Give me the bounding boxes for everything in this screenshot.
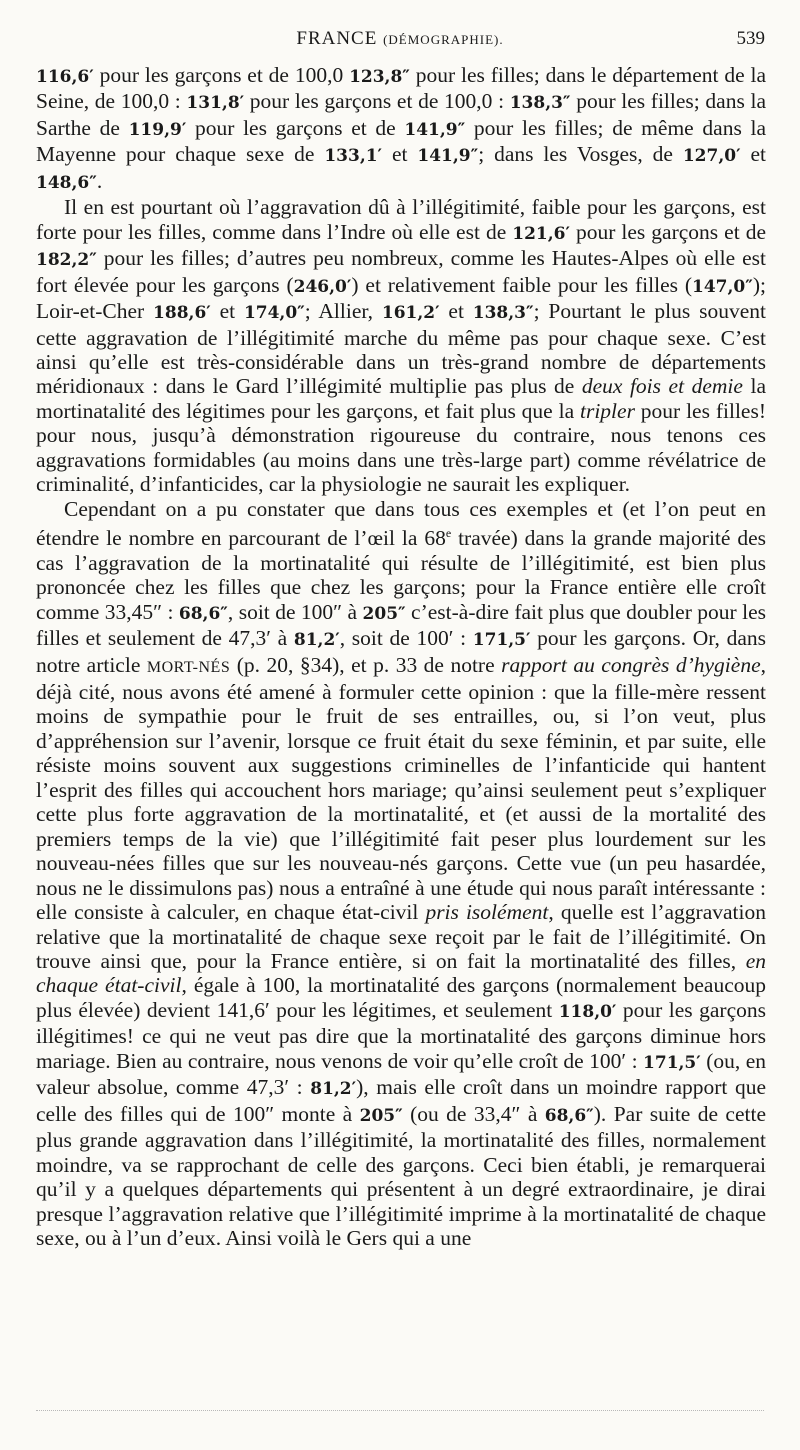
body-text <box>36 63 766 1250</box>
paragraph: 116,6′ pour les garçons et de 100,0 123,8″ pour les filles; dans le département de la Seine, de 100,0 : 131,8′ pour les garçons et de 100,0 : 138,3″ pour les filles; dans la Sarthe de 119,9′ pour les garçons et de 141,9″ pour les filles; de même dans la Mayenne pour chaque sexe de 133,1′ et 141,9″; dans les Vosges, de 127,0′ et 148,6″. <box>36 63 767 193</box>
running-head-title <box>0 28 800 50</box>
page-number: 539 <box>736 28 765 49</box>
footer-rule <box>36 1410 764 1411</box>
paragraph: Il en est pourtant où l’aggravation dû à l’illégitimité, faible pour les garçons, est forte pour les filles, comme dans l’Indre où elle est de 121,6′ pour les garçons et de 182,2″ pour les filles; d’autres peu nombreux, comme les Hautes-Alpes où elle est fort élevée pour les garçons (246,0′) et relativement faible pour les filles (147,0″); Loir-et-Cher 188,6′ et 174,0″; Allier, 161,2′ et 138,3″; Pourtant le plus souvent cette aggravation de l’illégitimité marche du même pas pour chaque sexe. C’est ainsi qu’elle est très-considérable dans un très-grand nombre de départements méridionaux : dans le Gard l’illégimité multiplie pas plus de deux fois et demie la mortinatalité des légitimes pour les garçons, et fait plus que la tripler pour les filles! pour nous, jusqu’à démonstration rigoureuse du contraire, nous tenons ces aggravations formidables (au moins dans une très-large part) comme révélatrice de criminalité, d’infanticides, car la physiologie ne saurait les expliquer. <box>36 195 767 497</box>
running-head-subtitle: (DÉMOGRAPHIE). <box>383 32 504 47</box>
paragraph: Cependant on a pu constater que dans tous ces exemples et (et l’on peut en étendre le nombre en parcourant de l’œil la 68e travée) dans la grande majorité des cas l’aggravation de la mortinatalité qui résulte de l’illégitimité, est bien plus prononcée chez les filles que chez les garçons; pour la France entière elle croît comme 33,45″ : 68,6″, soit de 100″ à 205″ c’est-à-dire fait plus que doubler pour les filles et seulement de 47,3′ à 81,2′, soit de 100′ : 171,5′ pour les garçons. Or, dans notre article MORT-NÉS (p. 20, §34), et p. 33 de notre rapport au congrès d’hygiène, déjà cité, nous avons été amené à formuler cette opinion : que la fille-mère ressent moins de sympathie pour le fruit de ses entrailles, ou, si l’on veut, plus d’appréhension sur l’avenir, lorsque ce fruit était du sexe féminin, et par suite, elle résiste moins souvent aux suggestions criminelles de l’infanticide qui hantent l’esprit des filles qui accouchent hors mariage; qu’ainsi seulement peut s’expliquer cette plus forte aggravation de la mortinatalité, et (et aussi de la mortalité des premiers temps de la vie) que l’illégitimité fait peser plus lourdement sur les nouveau-nées filles que sur les nouveau-nés garçons. Cette vue (un peu hasardée, nous ne le dissimulons pas) nous a entraîné à une étude qui nous paraît intéressante : elle consiste à calculer, en chaque état-civil pris isolément, quelle est l’aggravation relative que la mortinatalité de chaque sexe reçoit par le fait de l’illégitimité. On trouve ainsi que, pour la France entière, si on fait la mortinatalité des filles, en chaque état-civil, égale à 100, la mortinatalité des garçons (normalement beaucoup plus élevée) devient 141,6′ pour les légitimes, et seulement 118,0′ pour les garçons illégitimes! ce qui ne veut pas dire que la mortinatalité des garçons diminue hors mariage. Bien au contraire, nous venons de voir qu’elle croît de 100′ : 171,5′ (ou, en valeur absolue, comme 47,3′ : 81,2′), mais elle croît dans un moindre rapport que celle des filles qui de 100″ monte à 205″ (ou de 33,4″ à 68,6″). Par suite de cette plus grande aggravation dans l’illégitimité, la mortinatalité des filles, normalement moindre, va se rapprochant de celle des garçons. Ceci bien établi, je remarquerai qu’il y a quelques départements qui présentent à un degré extraordinaire, je dirai presque l’aggravation relative que l’illégitimité imprime à la mortinatalité de chaque sexe, ou à l’un d’eux. Ainsi voilà le Gers qui a une <box>36 496 767 1250</box>
running-head <box>0 28 800 58</box>
running-head-word: FRANCE <box>296 28 378 49</box>
